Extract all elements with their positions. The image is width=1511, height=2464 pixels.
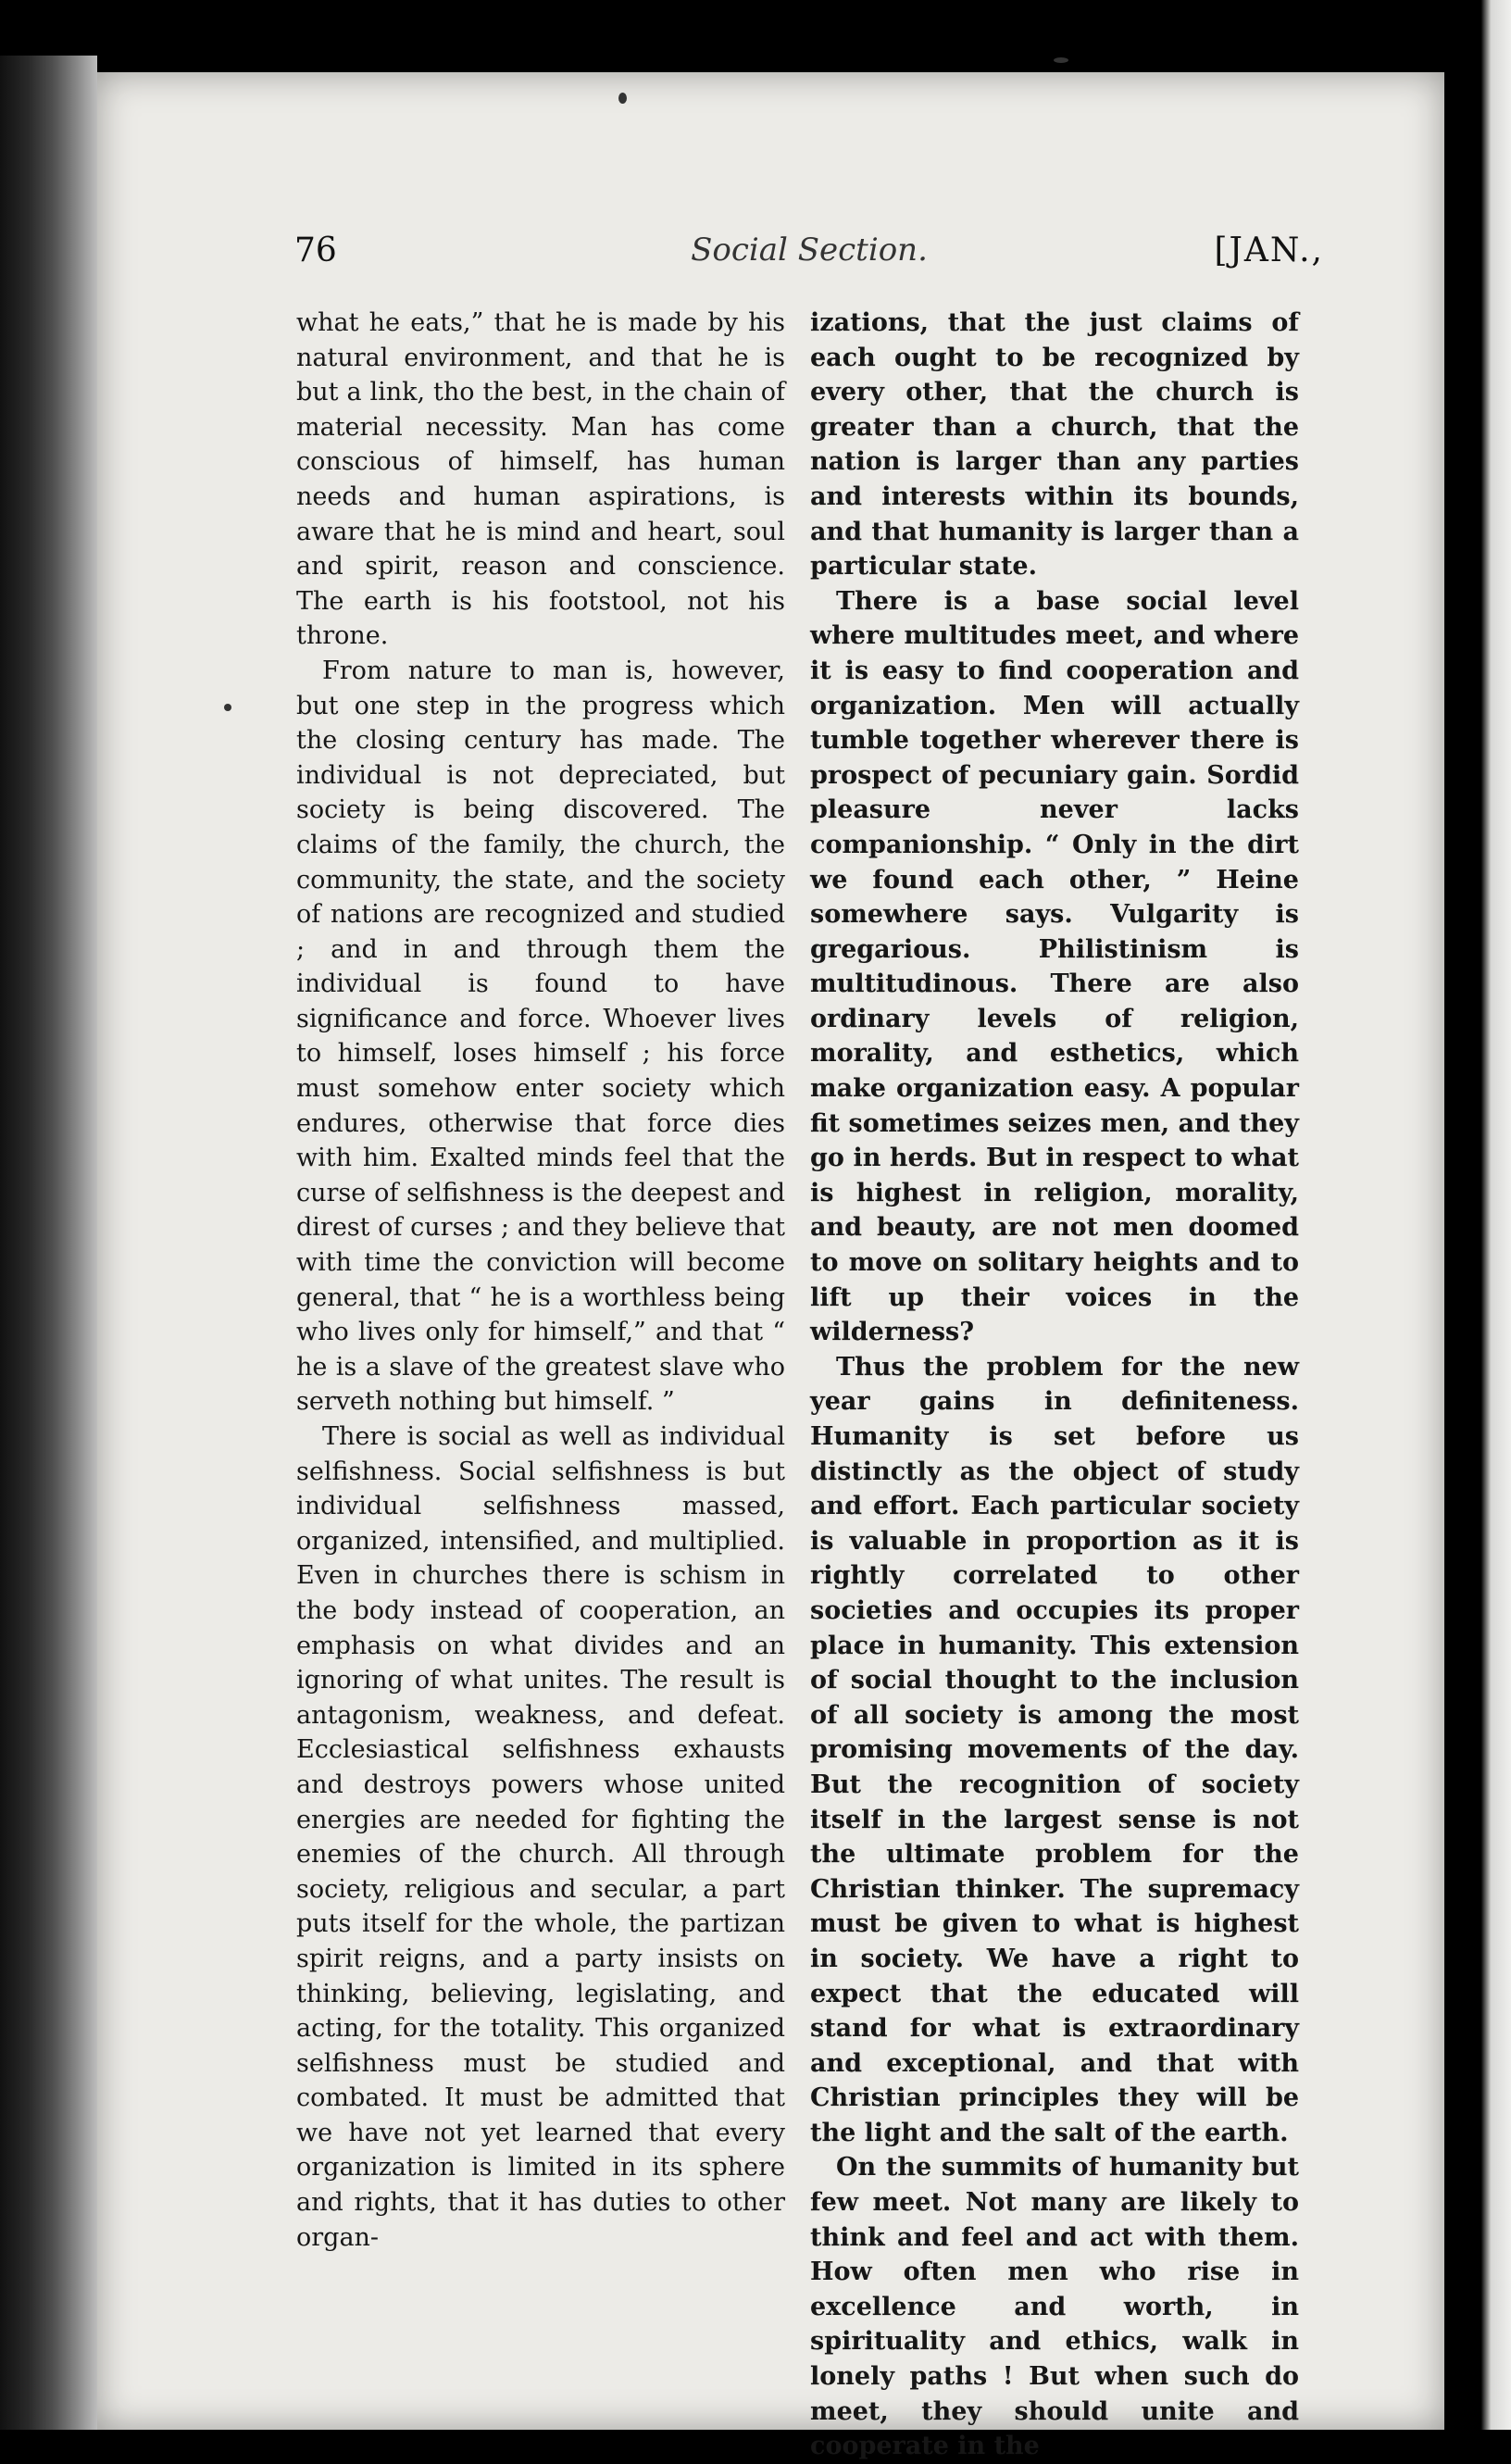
ink-speck [618, 93, 627, 104]
scan-top-border [0, 0, 1444, 74]
paragraph: izations, that the just claims of each ought to be recognized by every other, that the church is greater than a church, that the nation is larger than any parties and interests within its bounds, and that humanity is larger than a particular state. [810, 308, 1299, 582]
left-column [296, 306, 785, 2255]
issue-month: [JAN., [1214, 231, 1324, 269]
page-header [294, 231, 1324, 287]
paragraph: There is social as well as individual selfishness. Social selfishness is but individual selfishness massed, organized, intensified, and multiplied. Even in churches there is schism in the body instead of cooperation, an emphasis on what divides and an ignoring of what unites. The result is antagonism, weakness, and defeat. Ecclesiastical selfishness exhausts and destroys powers whose united energies are needed for fighting the enemies of the church. All through society, religious and secular, a part puts itself for the whole, the partizan spirit reigns, and a party insists on thinking, believing, legislating, and acting, for the totality. This organized selfishness must be studied and combated. It must be admitted that we have not yet learned that every organization is limited in its sphere and rights, that it has duties to other organ- [296, 1422, 785, 2252]
paragraph: Thus the problem for the new year gains in definiteness. Humanity is set before us distinctly as the object of study and effort. Each particular society is valuable in proportion as it is rightly correlated to other societies and occupies its proper place in humanity. This extension of social thought to the inclusion of all society is among the most promising movements of the day. But the recognition of society itself in the largest sense is not the ultimate problem for the Christian thinker. The supremacy must be given to what is highest in society. We have a right to expect that the educated will stand for what is extraordinary and exceptional, and that with Christian principles they will be the light and the salt of the earth. [810, 1352, 1299, 2147]
right-column [810, 306, 1299, 2464]
ink-speck [224, 704, 231, 711]
paragraph: On the summits of humanity but few meet. Not many are likely to think and feel and act with them. How often men who rise in excellence and worth, in spirituality and ethics, walk in lonely paths ! But when such do meet, they should unite and cooperate in the [810, 2153, 1299, 2461]
paragraph: There is a base social level where multitudes meet, and where it is easy to find cooperation and organization. Men will actually tumble together wherever there is prospect of pecuniary gain. Sordid pleasure never lacks companionship. “ Only in the dirt we found each other, ” Heine somewhere says. Vulgarity is gregarious. Philistinism is multitudinous. There are also ordinary levels of religion, morality, and esthetics, which make organization easy. A popular fit sometimes seizes men, and they go in herds. But in respect to what is highest in religion, morality, and beauty, are not men doomed to move on solitary heights and to lift up their voices in the wilderness? [810, 586, 1299, 1347]
paragraph: what he eats,” that he is made by his natural environment, and that he is but a link, tho the best, in the chain of material necessity. Man has come conscious of himself, has human needs and human aspirations, is aware that he is mind and heart, soul and spirit, reason and conscience. The earth is his footstool, not his throne. [296, 308, 785, 651]
adjacent-page-edge [1444, 0, 1511, 2430]
book-spine-edge [0, 56, 97, 2430]
running-title: Social Section. [691, 231, 928, 269]
page-number: 76 [294, 231, 337, 269]
ink-speck [1054, 57, 1068, 63]
paragraph: From nature to man is, however, but one step in the progress which the closing century has made. The individual is not depreciated, but society is being discovered. The claims of the family, the church, the community, the state, and the society of nations are recognized and studied ; and in and through them the individual is found to have significance and force. Whoever lives to himself, loses himself ; his force must somehow enter society which endures, otherwise that force dies with him. Exalted minds feel that the curse of selfishness is the deepest and direst of curses ; and they believe that with time the conviction will become general, that “ he is a worthless being who lives only for himself,” and that “ he is a slave of the greatest slave who serveth nothing but himself. ” [296, 656, 785, 1417]
